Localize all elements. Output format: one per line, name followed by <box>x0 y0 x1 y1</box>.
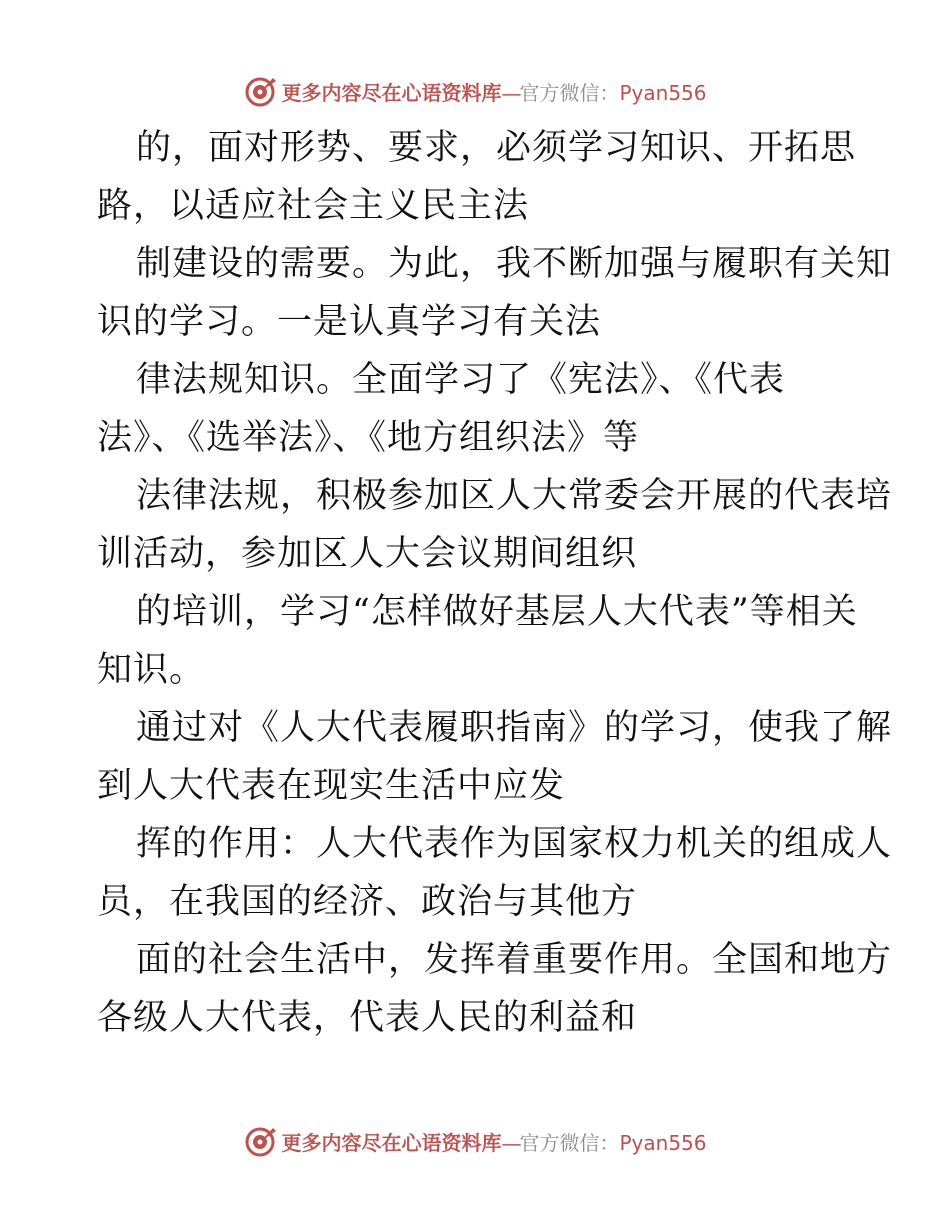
paragraph-3 <box>97 351 867 467</box>
paragraph-line: 的，面对形势、要求，必须学习知识、开拓思 <box>136 128 857 168</box>
paragraph-8 <box>97 931 893 1047</box>
pen-nib-logo-icon <box>243 1124 277 1158</box>
header-text <box>281 77 706 106</box>
paragraph-4 <box>97 467 893 583</box>
paragraph-line: 法》、《选举法》、《地方组织法》等 <box>97 418 640 458</box>
paragraph-line: 各级人大代表，代表人民的利益和 <box>97 998 638 1038</box>
paragraph-line: 挥的作用：人大代表作为国家权力机关的组成人 <box>136 824 893 864</box>
paragraph-5 <box>97 583 867 699</box>
paragraph-line: 识的学习。一是认真学习有关法 <box>97 302 602 342</box>
paragraph-line: 员，在我国的经济、政治与其他方 <box>97 882 638 922</box>
header-wechat-id: Pyan556 <box>619 80 707 105</box>
paragraph-2 <box>97 235 893 351</box>
paragraph-6 <box>97 699 893 815</box>
paragraph-line: 面的社会生活中，发挥着重要作用。全国和地方 <box>136 940 893 980</box>
paragraph-line: 通过对《人大代表履职指南》的学习，使我了解 <box>136 708 893 748</box>
paragraph-line: 知识。 <box>97 650 206 690</box>
paragraph-line: 法律法规，积极参加区人大常委会开展的代表培 <box>136 476 893 516</box>
header-brand: 更多内容尽在心语资料库 <box>281 80 502 105</box>
paragraph-line: 律法规知识。全面学习了《宪法》、《代表 <box>136 360 786 400</box>
footer-wechat-id: Pyan556 <box>619 1130 707 1155</box>
header-wechat-label: 官方微信： <box>519 80 620 105</box>
footer-wechat-label: 官方微信： <box>519 1130 620 1155</box>
footer-banner <box>0 1121 950 1161</box>
footer-text <box>281 1127 706 1156</box>
pen-nib-logo-icon <box>243 74 277 108</box>
paragraph-line: 制建设的需要。为此，我不断加强与履职有关知 <box>136 244 893 284</box>
header-dash: — <box>501 80 520 105</box>
paragraph-7 <box>97 815 893 931</box>
paragraph-line: 训活动，参加区人大会议期间组织 <box>97 534 638 574</box>
header-banner <box>0 71 950 111</box>
document-body <box>97 119 893 1047</box>
paragraph-1 <box>97 119 867 235</box>
footer-brand: 更多内容尽在心语资料库 <box>281 1130 502 1155</box>
paragraph-line: 路，以适应社会主义民主法 <box>97 186 530 226</box>
paragraph-line: 到人大代表在现实生活中应发 <box>97 766 566 806</box>
paragraph-line: 的培训，学习“怎样做好基层人大代表”等相关 <box>136 592 858 632</box>
footer-dash: — <box>501 1130 520 1155</box>
